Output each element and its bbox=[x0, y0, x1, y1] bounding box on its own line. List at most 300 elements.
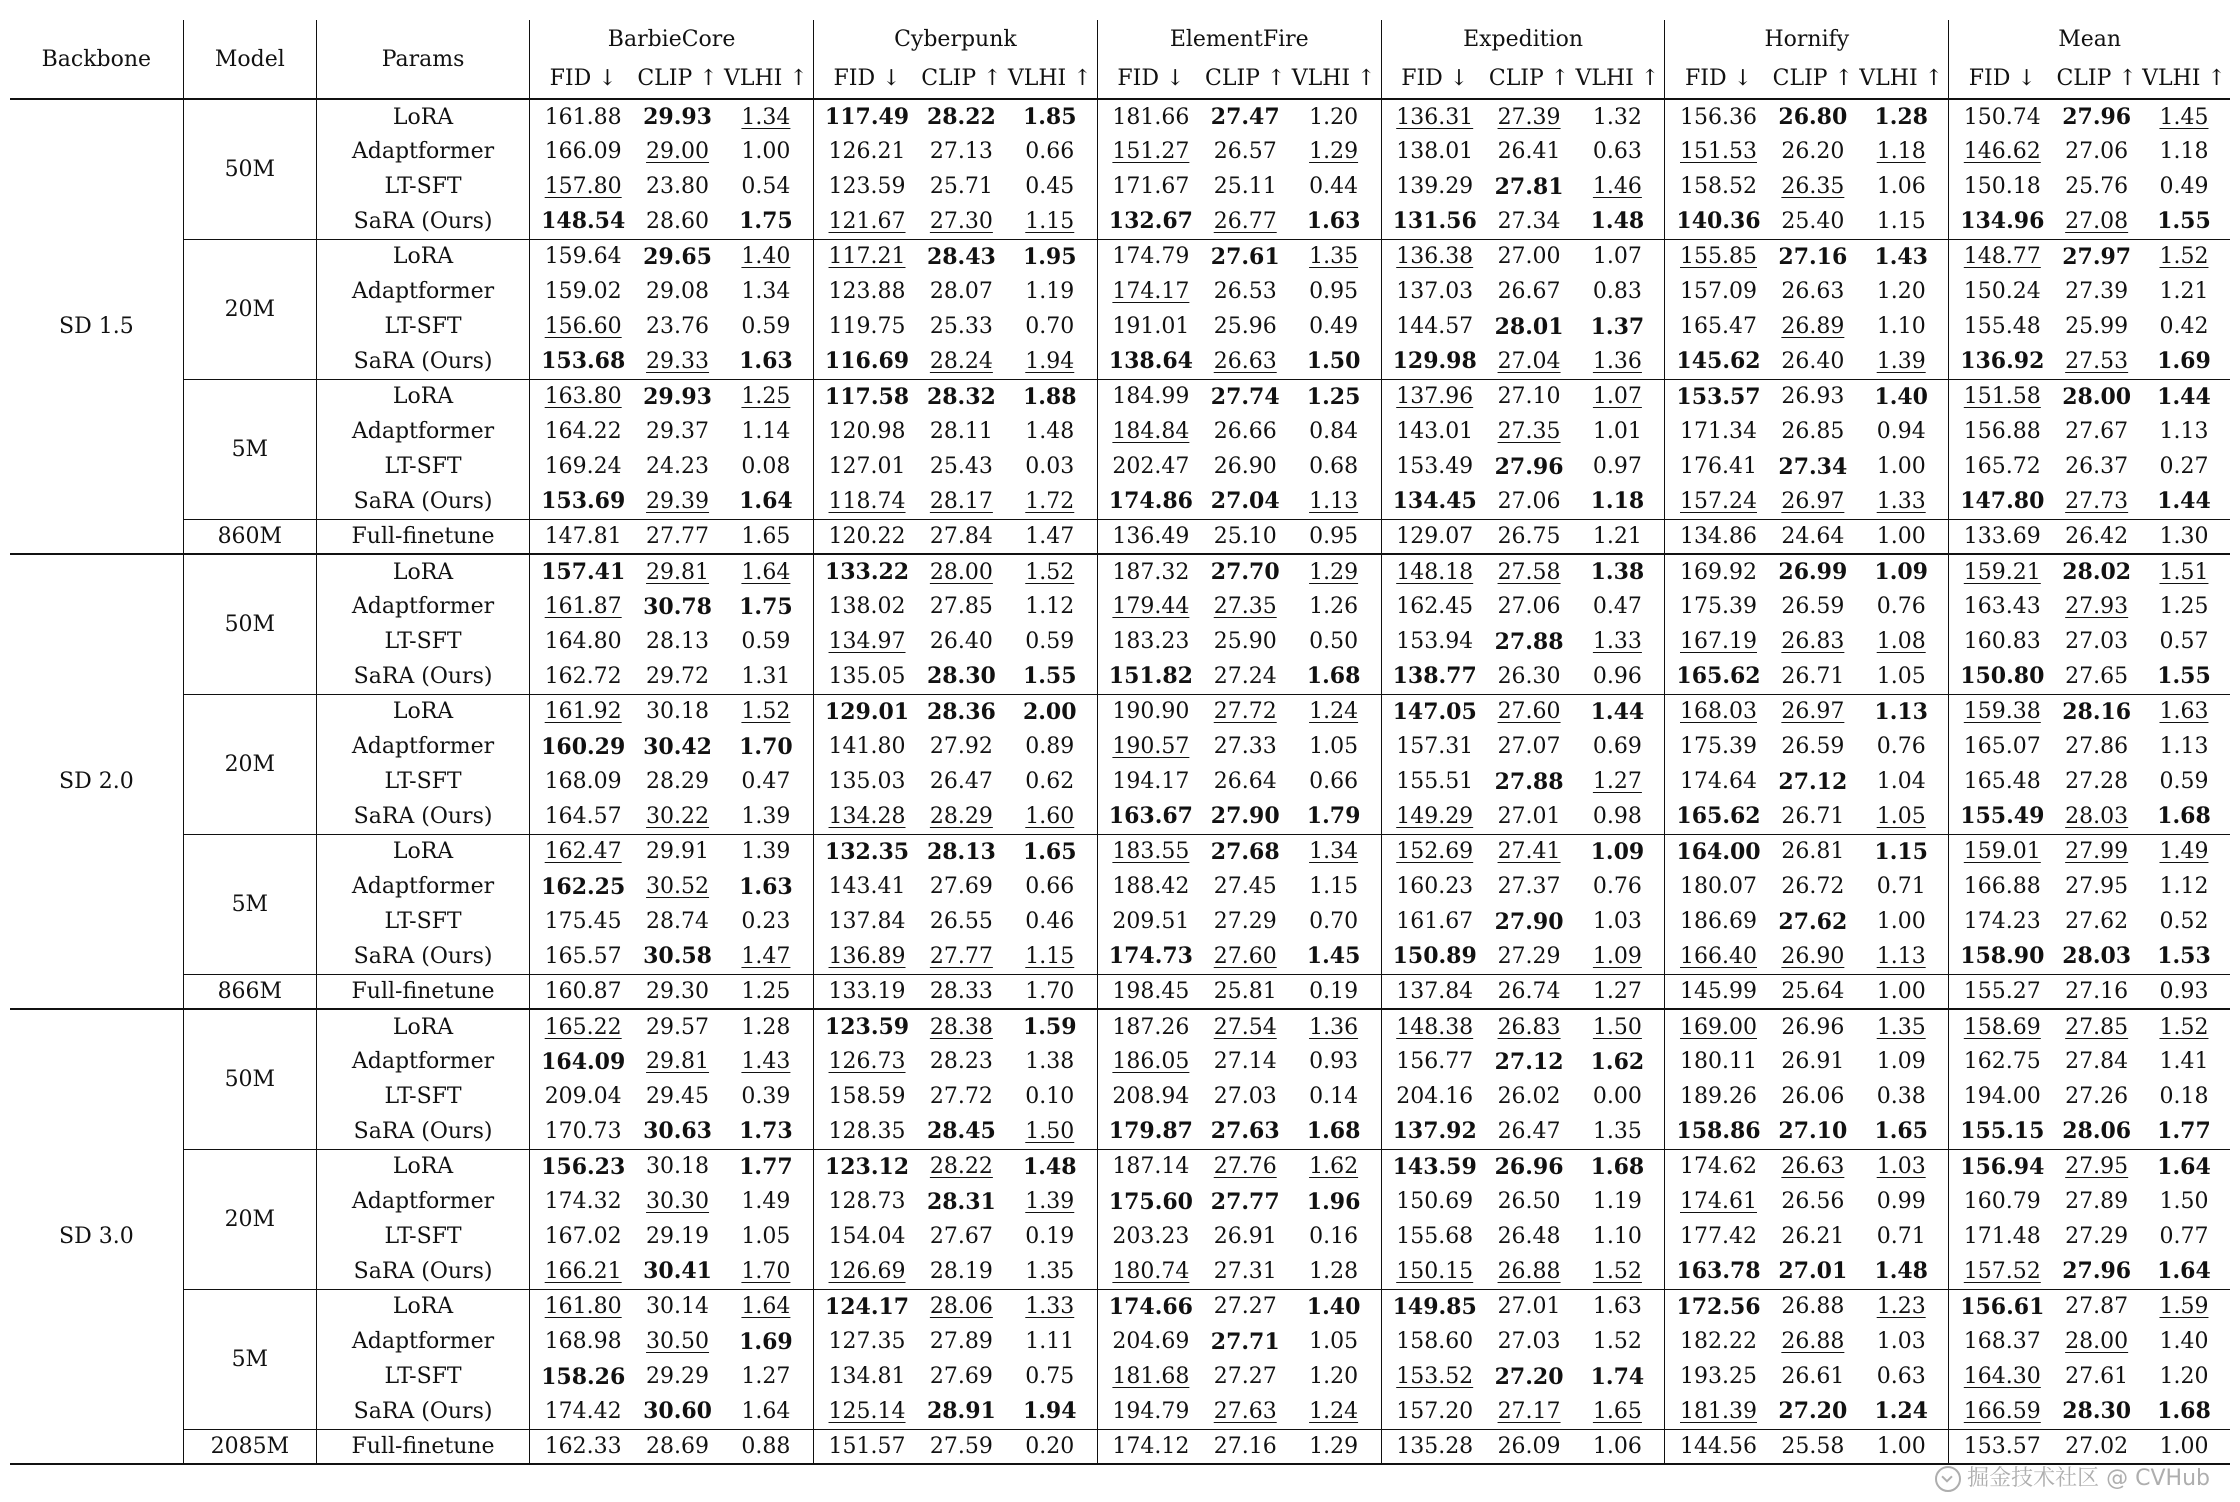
metric-cell-clip bbox=[1772, 449, 1855, 484]
metric-cell-vlhi bbox=[2138, 694, 2230, 729]
metric-value: 26.41 bbox=[1497, 139, 1561, 164]
metric-cell-fid bbox=[1381, 204, 1488, 239]
metric-cell-vlhi bbox=[1854, 799, 1949, 834]
metric-value: 30.50 bbox=[646, 1329, 710, 1354]
metric-value: 27.84 bbox=[2065, 1049, 2129, 1074]
metric-cell-fid bbox=[1097, 484, 1204, 519]
metric-value: 166.09 bbox=[544, 139, 622, 164]
metric-cell-vlhi bbox=[1287, 519, 1382, 554]
metric-value: 27.77 bbox=[1210, 1188, 1280, 1215]
metric-value: 1.33 bbox=[1876, 488, 1926, 514]
metric-cell-fid bbox=[530, 974, 637, 1009]
metric-value: 134.96 bbox=[1960, 208, 2045, 235]
metric-cell-clip bbox=[1204, 834, 1287, 869]
metric-cell-clip bbox=[1488, 1324, 1571, 1359]
metric-cell-clip bbox=[636, 694, 719, 729]
metric-cell-clip bbox=[1488, 694, 1571, 729]
metric-value: 1.14 bbox=[741, 419, 791, 444]
metric-value: 0.83 bbox=[1592, 279, 1642, 304]
metric-cell-vlhi bbox=[719, 1219, 814, 1254]
metric-cell-vlhi bbox=[2138, 484, 2230, 519]
metric-cell-vlhi bbox=[1854, 624, 1949, 659]
metric-value: 181.39 bbox=[1680, 1398, 1757, 1424]
metric-cell-fid bbox=[1949, 1359, 2056, 1394]
metric-cell-clip bbox=[1772, 414, 1855, 449]
metric-value: 23.80 bbox=[646, 174, 710, 199]
metric-value: 123.59 bbox=[824, 1014, 910, 1040]
metric-value: 1.06 bbox=[1592, 1433, 1642, 1459]
metric-cell-vlhi bbox=[1854, 589, 1949, 624]
metric-cell-clip bbox=[920, 1009, 1003, 1044]
metric-value: 29.91 bbox=[646, 839, 710, 865]
metric-value: 138.77 bbox=[1392, 663, 1477, 690]
metric-cell-clip bbox=[636, 1184, 719, 1219]
metric-value: 136.31 bbox=[1396, 104, 1474, 130]
metric-value: 1.77 bbox=[2157, 1118, 2211, 1145]
model-size-label: 5M bbox=[183, 834, 316, 974]
metric-value: 27.62 bbox=[1778, 908, 1848, 935]
metric-value: 1.39 bbox=[1876, 348, 1926, 374]
metric-cell-clip bbox=[1488, 484, 1571, 519]
metric-cell-fid bbox=[1665, 1254, 1772, 1289]
metric-value: 30.63 bbox=[643, 1118, 712, 1145]
table-row bbox=[10, 344, 2230, 379]
metric-cell-fid bbox=[530, 694, 637, 729]
metric-value: 26.83 bbox=[1497, 1014, 1561, 1040]
metric-value: 26.06 bbox=[1781, 1084, 1845, 1109]
metric-cell-fid bbox=[530, 309, 637, 344]
metric-value: 29.57 bbox=[646, 1014, 710, 1040]
metric-value: 174.12 bbox=[1112, 1433, 1190, 1459]
metric-cell-fid bbox=[813, 1429, 920, 1464]
metric-value: 0.23 bbox=[741, 909, 791, 934]
metric-value: 28.91 bbox=[926, 1398, 996, 1425]
metric-cell-vlhi bbox=[1287, 1219, 1382, 1254]
table-row bbox=[10, 834, 2230, 869]
metric-value: 1.13 bbox=[2159, 419, 2209, 444]
metric-value: 27.35 bbox=[1497, 419, 1561, 444]
metric-cell-clip bbox=[1204, 1219, 1287, 1254]
metric-value: 27.27 bbox=[1213, 1294, 1277, 1320]
metric-value: 0.14 bbox=[1309, 1084, 1359, 1109]
metric-value: 148.38 bbox=[1396, 1014, 1474, 1040]
metric-cell-clip bbox=[920, 414, 1003, 449]
metric-value: 1.64 bbox=[739, 488, 793, 515]
metric-value: 136.38 bbox=[1396, 244, 1474, 270]
metric-cell-fid bbox=[530, 904, 637, 939]
metric-value: 26.35 bbox=[1781, 174, 1845, 199]
metric-value: 202.47 bbox=[1112, 454, 1190, 479]
metric-value: 153.68 bbox=[541, 348, 626, 375]
metric-value: 157.41 bbox=[541, 559, 626, 585]
metric-value: 174.79 bbox=[1112, 244, 1190, 270]
metric-value: 1.15 bbox=[1025, 943, 1075, 969]
metric-value: 29.81 bbox=[646, 559, 710, 585]
metric-value: 128.35 bbox=[828, 1118, 906, 1144]
metric-cell-fid bbox=[813, 554, 920, 589]
metric-cell-fid bbox=[813, 1254, 920, 1289]
metric-value: 164.30 bbox=[1963, 1364, 2041, 1389]
metric-cell-fid bbox=[813, 1184, 920, 1219]
metric-cell-clip bbox=[1488, 799, 1571, 834]
metric-value: 157.20 bbox=[1396, 1398, 1474, 1424]
metric-cell-clip bbox=[1488, 99, 1571, 134]
metric-cell-fid bbox=[1381, 1114, 1488, 1149]
metric-value: 26.30 bbox=[1497, 663, 1561, 689]
metric-cell-vlhi bbox=[1003, 729, 1098, 764]
metric-cell-fid bbox=[1097, 519, 1204, 554]
metric-cell-fid bbox=[1381, 169, 1488, 204]
metric-cell-clip bbox=[636, 134, 719, 169]
metric-cell-fid bbox=[1097, 729, 1204, 764]
metric-value: 28.07 bbox=[929, 279, 993, 304]
metric-value: 183.23 bbox=[1112, 629, 1190, 654]
metric-value: 28.22 bbox=[926, 104, 996, 130]
table-row bbox=[10, 309, 2230, 344]
metric-cell-fid bbox=[530, 414, 637, 449]
metric-cell-clip bbox=[920, 1184, 1003, 1219]
metric-cell-fid bbox=[1949, 1289, 2056, 1324]
metric-cell-fid bbox=[1381, 1324, 1488, 1359]
metric-cell-clip bbox=[2055, 379, 2138, 414]
metric-cell-fid bbox=[1097, 169, 1204, 204]
metric-cell-vlhi bbox=[1570, 659, 1665, 694]
metric-value: 1.13 bbox=[2159, 734, 2209, 759]
metric-value: 0.93 bbox=[2159, 978, 2209, 1004]
metric-value: 28.30 bbox=[926, 663, 996, 690]
metric-cell-vlhi bbox=[719, 414, 814, 449]
metric-value: 1.25 bbox=[2159, 594, 2209, 619]
metric-value: 1.38 bbox=[1590, 559, 1645, 585]
metric-value: 27.74 bbox=[1210, 383, 1280, 410]
metric-value: 1.23 bbox=[1876, 1294, 1926, 1320]
metric-cell-fid bbox=[1381, 1289, 1488, 1324]
metric-cell-vlhi bbox=[1003, 799, 1098, 834]
metric-value: 1.29 bbox=[1309, 139, 1359, 164]
metric-value: 155.49 bbox=[1960, 803, 2045, 830]
metric-cell-fid bbox=[530, 939, 637, 974]
metric-cell-fid bbox=[1665, 1394, 1772, 1429]
method-name: SaRA (Ours) bbox=[316, 484, 529, 519]
metric-cell-vlhi bbox=[1854, 379, 1949, 414]
metric-value: 1.63 bbox=[739, 873, 793, 900]
metric-value: 148.77 bbox=[1963, 244, 2041, 270]
metric-cell-fid bbox=[1381, 1149, 1488, 1184]
metric-cell-vlhi bbox=[719, 624, 814, 659]
metric-value: 1.00 bbox=[1876, 978, 1926, 1004]
metric-cell-vlhi bbox=[2138, 1219, 2230, 1254]
metric-value: 180.74 bbox=[1112, 1258, 1190, 1284]
metric-value: 27.27 bbox=[1213, 1364, 1277, 1389]
metric-value: 137.96 bbox=[1396, 384, 1474, 410]
metric-cell-clip bbox=[2055, 484, 2138, 519]
metric-value: 25.99 bbox=[2065, 314, 2129, 339]
metric-value: 29.65 bbox=[643, 243, 712, 270]
metric-cell-clip bbox=[1772, 344, 1855, 379]
table-row bbox=[10, 554, 2230, 589]
metric-cell-clip bbox=[1204, 309, 1287, 344]
metric-value: 1.94 bbox=[1022, 1398, 1077, 1425]
metric-value: 27.60 bbox=[1497, 699, 1561, 725]
metric-cell-fid bbox=[1949, 1394, 2056, 1429]
metric-value: 1.27 bbox=[741, 1364, 791, 1389]
metric-cell-fid bbox=[813, 519, 920, 554]
metric-value: 171.67 bbox=[1112, 174, 1190, 199]
method-name: Adaptformer bbox=[316, 1044, 529, 1079]
metric-cell-fid bbox=[1949, 239, 2056, 274]
header-dataset-hornify: Hornify bbox=[1665, 20, 1949, 58]
metric-cell-clip bbox=[1204, 939, 1287, 974]
metric-cell-clip bbox=[1772, 589, 1855, 624]
metric-value: 124.17 bbox=[824, 1293, 910, 1320]
metric-value: 165.62 bbox=[1676, 803, 1761, 830]
metric-cell-clip bbox=[2055, 1044, 2138, 1079]
metric-cell-vlhi bbox=[1854, 554, 1949, 589]
metric-value: 28.01 bbox=[1494, 313, 1564, 340]
metric-cell-fid bbox=[1381, 729, 1488, 764]
metric-value: 26.59 bbox=[1781, 594, 1845, 619]
metric-cell-vlhi bbox=[1854, 659, 1949, 694]
method-name: Adaptformer bbox=[316, 1184, 529, 1219]
metric-cell-fid bbox=[530, 799, 637, 834]
metric-cell-vlhi bbox=[1854, 99, 1949, 134]
metric-value: 1.62 bbox=[1309, 1154, 1359, 1180]
metric-value: 1.39 bbox=[741, 803, 791, 829]
metric-header-clip: CLIP ↑ bbox=[1488, 58, 1571, 99]
metric-value: 0.76 bbox=[1592, 874, 1642, 899]
metric-value: 174.73 bbox=[1108, 943, 1193, 970]
metric-cell-vlhi bbox=[719, 449, 814, 484]
metric-value: 0.71 bbox=[1876, 1224, 1926, 1249]
metric-value: 1.36 bbox=[1592, 348, 1642, 374]
metric-cell-vlhi bbox=[1854, 1184, 1949, 1219]
metric-value: 27.02 bbox=[2065, 1433, 2129, 1459]
method-name: SaRA (Ours) bbox=[316, 659, 529, 694]
metric-header-fid: FID ↓ bbox=[813, 58, 920, 99]
metric-value: 0.84 bbox=[1309, 419, 1359, 444]
metric-value: 27.39 bbox=[1497, 104, 1561, 130]
metric-cell-vlhi bbox=[1003, 1149, 1098, 1184]
metric-cell-vlhi bbox=[719, 589, 814, 624]
metric-cell-vlhi bbox=[1570, 414, 1665, 449]
metric-value: 26.64 bbox=[1213, 769, 1277, 794]
metric-cell-clip bbox=[636, 939, 719, 974]
metric-cell-fid bbox=[1665, 239, 1772, 274]
metric-cell-clip bbox=[2055, 694, 2138, 729]
metric-value: 1.25 bbox=[741, 384, 791, 410]
metric-value: 1.64 bbox=[741, 1398, 791, 1424]
metric-cell-vlhi bbox=[1570, 869, 1665, 904]
metric-value: 28.13 bbox=[926, 838, 996, 865]
metric-cell-clip bbox=[2055, 169, 2138, 204]
metric-value: 1.52 bbox=[1025, 559, 1075, 585]
metric-cell-vlhi bbox=[2138, 974, 2230, 1009]
metric-value: 0.96 bbox=[1592, 663, 1642, 689]
metric-cell-fid bbox=[1665, 904, 1772, 939]
method-name: LT-SFT bbox=[316, 449, 529, 484]
metric-cell-vlhi bbox=[719, 659, 814, 694]
metric-value: 26.85 bbox=[1781, 419, 1845, 444]
metric-value: 176.41 bbox=[1680, 454, 1757, 479]
metric-cell-vlhi bbox=[1003, 1079, 1098, 1114]
metric-value: 1.59 bbox=[1022, 1014, 1077, 1040]
metric-value: 1.63 bbox=[2159, 699, 2209, 725]
metric-cell-vlhi bbox=[1854, 239, 1949, 274]
metric-value: 27.88 bbox=[1494, 628, 1564, 655]
metric-value: 166.59 bbox=[1963, 1398, 2041, 1424]
metric-value: 1.50 bbox=[2159, 1189, 2209, 1214]
metric-value: 27.35 bbox=[1213, 594, 1277, 619]
metric-cell-clip bbox=[1204, 904, 1287, 939]
metric-cell-clip bbox=[1488, 1394, 1571, 1429]
metric-cell-vlhi bbox=[2138, 1009, 2230, 1044]
metric-cell-fid bbox=[1665, 1219, 1772, 1254]
metric-value: 27.99 bbox=[2065, 839, 2129, 865]
metric-value: 166.21 bbox=[544, 1258, 622, 1284]
metric-cell-fid bbox=[1381, 1429, 1488, 1464]
method-name: LoRA bbox=[316, 1289, 529, 1324]
metric-cell-clip bbox=[2055, 134, 2138, 169]
metric-cell-fid bbox=[813, 729, 920, 764]
metric-value: 0.16 bbox=[1309, 1224, 1359, 1249]
metric-value: 131.56 bbox=[1392, 208, 1477, 235]
metric-cell-vlhi bbox=[2138, 414, 2230, 449]
metric-value: 28.45 bbox=[926, 1118, 996, 1145]
metric-value: 150.80 bbox=[1960, 663, 2045, 690]
table-row bbox=[10, 519, 2230, 554]
metric-value: 144.56 bbox=[1680, 1433, 1757, 1459]
metric-cell-fid bbox=[1949, 799, 2056, 834]
metric-value: 25.40 bbox=[1781, 208, 1845, 234]
metric-value: 147.80 bbox=[1960, 488, 2045, 515]
metric-cell-vlhi bbox=[1570, 904, 1665, 939]
metric-cell-vlhi bbox=[1287, 869, 1382, 904]
metric-value: 1.34 bbox=[741, 279, 791, 304]
metric-header-clip: CLIP ↑ bbox=[920, 58, 1003, 99]
metric-cell-vlhi bbox=[1287, 1394, 1382, 1429]
metric-value: 30.30 bbox=[646, 1189, 710, 1214]
metric-value: 27.29 bbox=[2065, 1224, 2129, 1249]
metric-header-fid: FID ↓ bbox=[1665, 58, 1772, 99]
metric-value: 156.23 bbox=[541, 1153, 626, 1180]
metric-value: 117.21 bbox=[828, 244, 906, 270]
metric-value: 1.47 bbox=[1025, 523, 1075, 549]
metric-value: 26.89 bbox=[1781, 314, 1845, 339]
metric-cell-clip bbox=[1488, 939, 1571, 974]
metric-value: 1.79 bbox=[1306, 803, 1361, 830]
metric-cell-clip bbox=[1772, 1394, 1855, 1429]
metric-cell-vlhi bbox=[1570, 1184, 1665, 1219]
metric-cell-vlhi bbox=[1854, 1219, 1949, 1254]
metric-value: 0.99 bbox=[1876, 1189, 1926, 1214]
metric-cell-vlhi bbox=[1570, 169, 1665, 204]
metric-value: 168.03 bbox=[1680, 699, 1757, 725]
metric-cell-clip bbox=[920, 484, 1003, 519]
header-model: Model bbox=[183, 20, 316, 99]
metric-value: 168.09 bbox=[544, 769, 622, 794]
metric-cell-fid bbox=[530, 1394, 637, 1429]
metric-value: 165.48 bbox=[1963, 769, 2041, 794]
metric-cell-vlhi bbox=[1003, 1044, 1098, 1079]
metric-value: 26.99 bbox=[1778, 559, 1848, 585]
metric-value: 148.54 bbox=[541, 208, 626, 235]
metric-value: 204.16 bbox=[1396, 1084, 1474, 1109]
metric-value: 26.47 bbox=[1497, 1118, 1561, 1144]
metric-value: 154.04 bbox=[828, 1224, 906, 1249]
metric-value: 1.59 bbox=[2159, 1294, 2209, 1320]
metric-value: 28.30 bbox=[2062, 1398, 2132, 1425]
metric-cell-clip bbox=[1488, 729, 1571, 764]
metric-value: 1.40 bbox=[741, 244, 791, 270]
metric-cell-vlhi bbox=[2138, 589, 2230, 624]
metric-cell-vlhi bbox=[1003, 379, 1098, 414]
metric-cell-clip bbox=[1204, 1254, 1287, 1289]
table-row bbox=[10, 1149, 2230, 1184]
metric-cell-vlhi bbox=[1854, 134, 1949, 169]
metric-value: 25.43 bbox=[929, 454, 993, 479]
table-row bbox=[10, 694, 2230, 729]
metric-value: 1.00 bbox=[1876, 523, 1926, 549]
metric-cell-clip bbox=[1204, 1429, 1287, 1464]
metric-value: 27.12 bbox=[1494, 1048, 1564, 1075]
metric-value: 162.45 bbox=[1396, 594, 1474, 619]
metric-value: 27.76 bbox=[1213, 1154, 1277, 1180]
metric-value: 179.87 bbox=[1108, 1118, 1193, 1145]
metric-cell-fid bbox=[1381, 239, 1488, 274]
metric-cell-clip bbox=[1204, 519, 1287, 554]
metric-cell-fid bbox=[813, 484, 920, 519]
metric-cell-clip bbox=[1488, 1044, 1571, 1079]
metric-value: 27.85 bbox=[929, 594, 993, 619]
metric-cell-fid bbox=[1665, 729, 1772, 764]
metric-cell-fid bbox=[530, 204, 637, 239]
metric-cell-fid bbox=[530, 344, 637, 379]
header-params: Params bbox=[316, 20, 529, 99]
metric-cell-vlhi bbox=[1570, 309, 1665, 344]
metric-value: 30.58 bbox=[643, 943, 712, 970]
metric-value: 1.70 bbox=[1025, 978, 1075, 1004]
metric-value: 0.54 bbox=[741, 174, 791, 199]
metric-cell-vlhi bbox=[1854, 1114, 1949, 1149]
metric-cell-vlhi bbox=[1854, 1324, 1949, 1359]
metric-cell-vlhi bbox=[719, 729, 814, 764]
metric-value: 30.14 bbox=[646, 1294, 710, 1320]
metric-value: 1.64 bbox=[741, 1294, 791, 1320]
metric-value: 156.60 bbox=[544, 314, 622, 339]
metric-value: 0.89 bbox=[1025, 734, 1075, 759]
metric-value: 1.48 bbox=[1874, 1258, 1928, 1285]
metric-value: 26.81 bbox=[1781, 839, 1845, 865]
metric-value: 30.60 bbox=[643, 1398, 712, 1425]
metric-value: 28.11 bbox=[929, 419, 993, 444]
metric-cell-clip bbox=[636, 414, 719, 449]
metric-cell-clip bbox=[1772, 1429, 1855, 1464]
metric-cell-clip bbox=[1772, 974, 1855, 1009]
metric-cell-vlhi bbox=[1570, 624, 1665, 659]
metric-cell-clip bbox=[636, 729, 719, 764]
table-row bbox=[10, 1394, 2230, 1429]
metric-value: 27.86 bbox=[2065, 734, 2129, 759]
metric-value: 132.35 bbox=[824, 838, 910, 865]
metric-value: 143.41 bbox=[828, 874, 906, 899]
method-name: LT-SFT bbox=[316, 904, 529, 939]
metric-value: 26.40 bbox=[929, 629, 993, 654]
metric-value: 1.34 bbox=[1309, 839, 1359, 865]
metric-value: 164.57 bbox=[544, 803, 622, 829]
metric-value: 153.52 bbox=[1396, 1364, 1474, 1389]
metric-cell-clip bbox=[1488, 1219, 1571, 1254]
metric-value: 1.09 bbox=[1590, 838, 1645, 865]
